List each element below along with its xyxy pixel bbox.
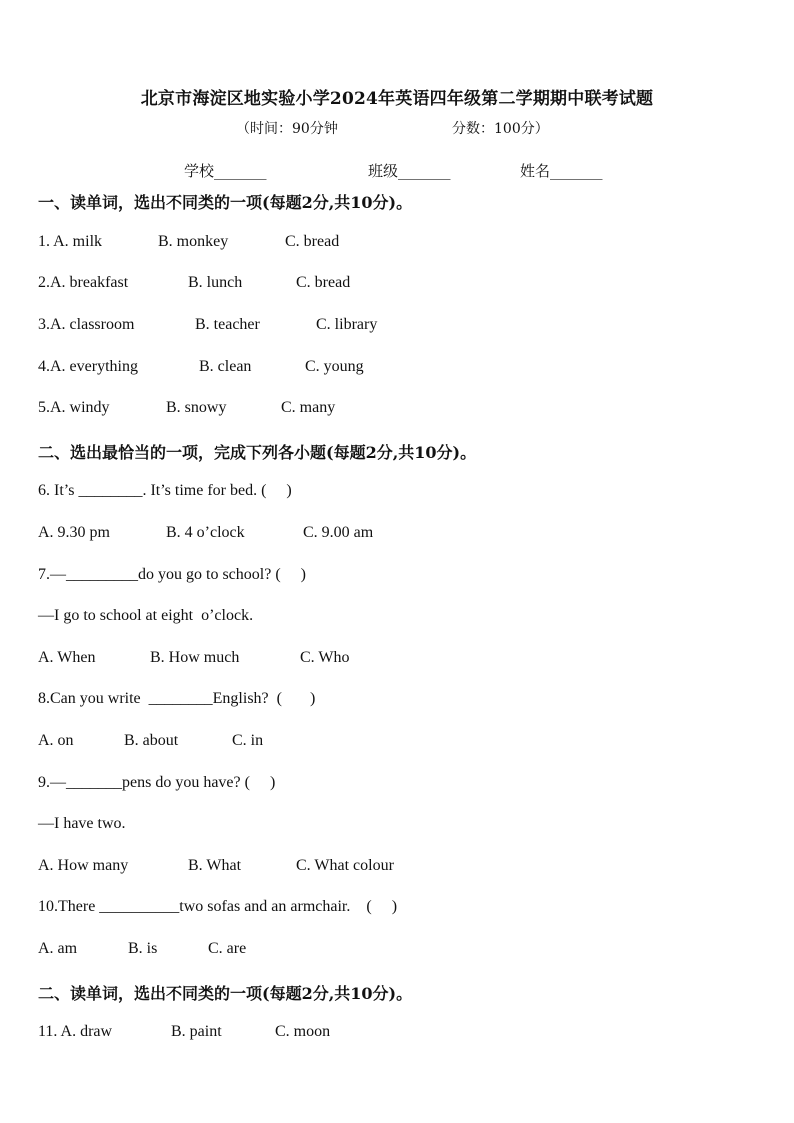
- question-5-option-c: C. many: [281, 399, 336, 416]
- question-2-option-c: C. bread: [296, 274, 351, 291]
- question-4-option-c: C. young: [305, 358, 364, 375]
- question-7-option-c: C. Who: [300, 649, 350, 666]
- question-6-option-a: A. 9.30 pm: [38, 524, 110, 541]
- question-6-option-c: C. 9.00 am: [303, 524, 374, 541]
- question-5-option-b: B. snowy: [166, 399, 227, 416]
- question-6: 6. It’s ________. It’s time for bed. ( ): [38, 482, 292, 499]
- section-heading-1: 一、读单词，选出不同类的一项(每题2分,共10分)。: [38, 193, 413, 212]
- question-10-option-a: A. am: [38, 940, 78, 957]
- question-3-option-b: B. teacher: [195, 316, 260, 333]
- question-11-option-c: C. moon: [275, 1023, 331, 1040]
- question-10-option-c: C. are: [208, 940, 247, 957]
- question-8-option-a: A. on: [38, 732, 74, 749]
- question-6-option-b: B. 4 o’clock: [166, 524, 245, 541]
- exam-score: 分数：100分）: [452, 121, 549, 137]
- question-9-answer: —I have two.: [38, 815, 126, 832]
- question-2-option-b: B. lunch: [188, 274, 243, 291]
- question-5: 5.A. windy: [38, 399, 110, 416]
- question-9-option-b: B. What: [188, 857, 242, 874]
- section-heading-2: 二、选出最恰当的一项，完成下列各小题(每题2分,共10分)。: [38, 443, 477, 462]
- school-field: 学校_______: [184, 162, 267, 180]
- question-10-option-b: B. is: [128, 940, 158, 957]
- question-7: 7.—_________do you go to school? ( ): [38, 566, 306, 583]
- question-7-option-b: B. How much: [150, 649, 240, 666]
- question-11: 11. A. draw: [38, 1023, 113, 1040]
- question-1-option-b: B. monkey: [158, 233, 229, 250]
- question-7-option-a: A. When: [38, 649, 96, 666]
- question-10: 10.There __________two sofas and an armchair. ( ): [38, 898, 398, 915]
- question-3: 3.A. classroom: [38, 316, 135, 333]
- question-9: 9.—_______pens do you have? ( ): [38, 774, 276, 791]
- question-8-option-c: C. in: [232, 732, 264, 749]
- section-heading-3: 二、读单词，选出不同类的一项(每题2分,共10分)。: [38, 984, 413, 1003]
- question-3-option-c: C. library: [316, 316, 378, 333]
- exam-time: （时间：90分钟: [236, 121, 338, 137]
- question-4-option-b: B. clean: [199, 358, 252, 375]
- question-1: 1. A. milk: [38, 233, 103, 250]
- question-8-option-b: B. about: [124, 732, 179, 749]
- question-9-option-a: A. How many: [38, 857, 129, 874]
- question-9-option-c: C. What colour: [296, 857, 394, 874]
- question-7-answer: —I go to school at eight o’clock.: [38, 607, 254, 624]
- question-11-option-b: B. paint: [171, 1023, 222, 1040]
- name-field: 姓名_______: [520, 162, 603, 180]
- question-4: 4.A. everything: [38, 358, 138, 375]
- class-field: 班级_______: [368, 162, 451, 180]
- exam-title: 北京市海淀区地实验小学2024年英语四年级第二学期期中联考试题: [140, 89, 654, 109]
- question-8: 8.Can you write ________English? ( ): [38, 690, 316, 707]
- question-1-option-c: C. bread: [285, 233, 340, 250]
- question-2: 2.A. breakfast: [38, 274, 129, 291]
